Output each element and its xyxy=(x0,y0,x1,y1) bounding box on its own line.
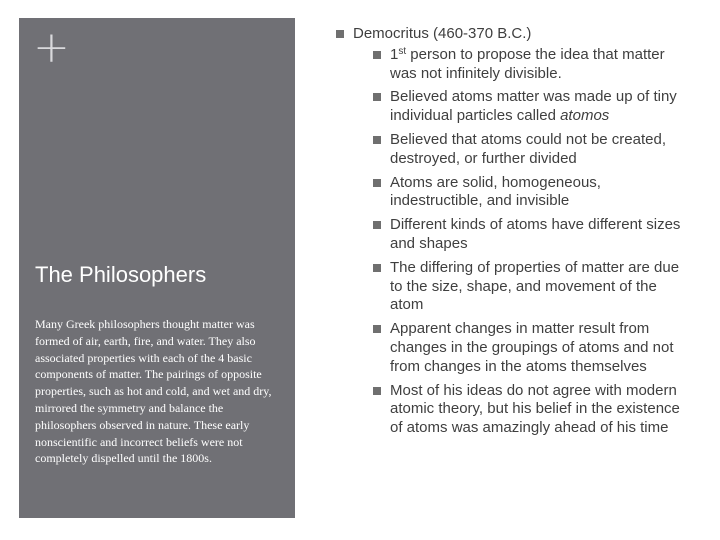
square-bullet-icon xyxy=(373,325,381,333)
main-heading: Democritus (460-370 B.C.) xyxy=(353,25,532,42)
point-emphasis: atomos xyxy=(560,107,610,125)
point-superscript: st xyxy=(398,45,407,57)
square-bullet-icon xyxy=(373,387,381,395)
list-item xyxy=(353,259,694,315)
square-bullet-icon xyxy=(373,51,381,59)
slide-description: Many Greek philosophers thought matter was formed of air, earth, fire, and water. They also associated properties with each of the 4 basic components of matter. The pairings of opposite properties, such as hot and cold, and wet and dry, mirrored the symmetry and balance the philosophers observed in nature. These early nonscientific and incorrect beliefs were not completely dispelled until the 1800s. xyxy=(35,317,272,466)
left-panel xyxy=(19,18,295,518)
point-text: Different kinds of atoms have different sizes and shapes xyxy=(390,216,681,252)
point-text: Believed that atoms could not be created, destroyed, or further divided xyxy=(390,130,667,167)
sub-bullet-list xyxy=(353,46,694,438)
list-item xyxy=(353,382,694,438)
point-text: person to propose the idea that matter was not infinitely divisible. xyxy=(390,45,665,82)
plus-icon: + xyxy=(33,22,70,73)
square-bullet-icon xyxy=(373,93,381,101)
list-item xyxy=(353,320,694,376)
point-text: Believed atoms matter was made up of tiny individual particles called xyxy=(390,88,677,125)
square-bullet-icon xyxy=(373,136,381,144)
list-item xyxy=(353,46,694,84)
list-item xyxy=(353,216,694,254)
square-bullet-icon xyxy=(373,264,381,272)
point-text: Atoms are solid, homogeneous, indestructible, and invisible xyxy=(390,173,601,210)
square-bullet-icon xyxy=(373,179,381,187)
list-item xyxy=(353,88,694,126)
square-bullet-icon xyxy=(373,221,381,229)
list-item xyxy=(353,131,694,169)
point-text: Apparent changes in matter result from changes in the groupings of atoms and not from changes in the atoms themselves xyxy=(390,320,674,375)
slide-title: The Philosophers xyxy=(35,262,207,287)
main-bullet xyxy=(334,25,694,438)
point-text: The differing of properties of matter are due to the size, shape, and movement of the atom xyxy=(390,258,680,314)
list-item xyxy=(353,174,694,212)
point-prefix: 1 xyxy=(390,45,399,63)
content-area xyxy=(334,25,694,438)
square-bullet-icon xyxy=(336,30,344,38)
point-text: Most of his ideas do not agree with modern atomic theory, but his belief in the existence of atoms was amazingly ahead of his time xyxy=(390,381,680,437)
